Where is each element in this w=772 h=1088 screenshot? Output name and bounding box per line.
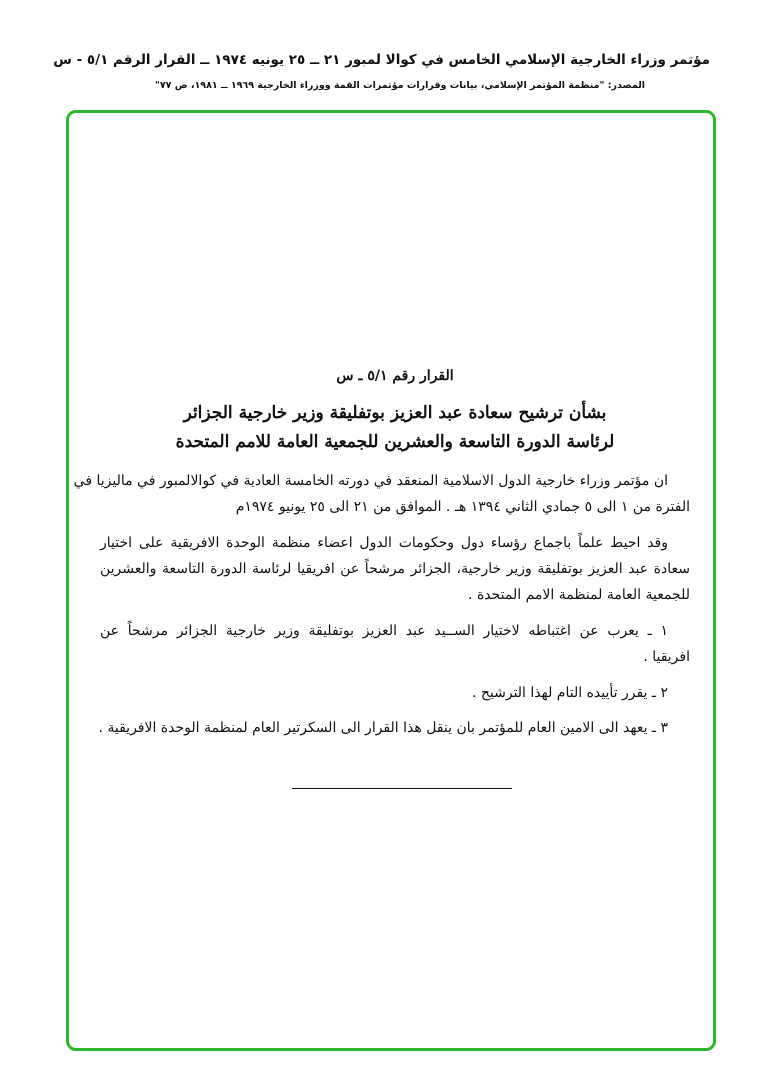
- clause-3: ٣ ـ يعهد الى الامين العام للمؤتمر بان ينقل هذا القرار الى السكرتير العام لمنظمة الوحدة الافريقية .: [98, 720, 668, 736]
- preamble-line: ان مؤتمر وزراء خارجية الدول الاسلامية المنعقد في دورته الخامسة العادية في كوالالمبور في ماليزيا في: [73, 473, 668, 489]
- closing-rule: [292, 788, 512, 789]
- preamble-line: سعادة عبد العزيز بوتفليقة وزير خارجية، الجزائر مرشحاً عن افريقيا لرئاسة الدورة التاسعة والعشرين: [100, 561, 690, 577]
- preamble-line: الفترة من ١ الى ٥ جمادي الثاني ١٣٩٤ هـ . الموافق من ٢١ الى ٢٥ يونيو ١٩٧٤م: [235, 499, 690, 515]
- subject-line: بشأن ترشيح سعادة عبد العزيز بوتفليقة وزير خارجية الجزائر: [183, 403, 607, 423]
- preamble-line: وقد احيط علماً باجماع رؤساء دول وحكومات الدول اعضاء منظمة الوحدة الافريقية على اختيار: [100, 535, 668, 551]
- header-title: مؤتمر وزراء الخارجية الإسلامي الخامس في كوالا لمبور ٢١ ــ ٢٥ يونيه ١٩٧٤ ــ القرار الرقم ٥/١ - س: [53, 52, 710, 68]
- green-frame: [66, 110, 716, 1051]
- preamble-line: للجمعية العامة لمنظمة الامم المتحدة .: [468, 587, 690, 603]
- clause-1-line: افريقيا .: [643, 649, 690, 665]
- clause-2: ٢ ـ يقرر تأييده التام لهذا الترشيح .: [471, 685, 668, 701]
- resolution-number: القرار رقم ٥/١ ـ س: [336, 368, 454, 384]
- header-source: المصدر: "منظمة المؤتمر الإسلامي، بيانات وقرارات مؤتمرات القمة ووزراء الخارجية ١٩٦٩ ــ ١٩٨١، ص ٧٧": [154, 80, 646, 91]
- clause-1-line: ١ ـ يعرب عن اغتباطه لاختيار الســيد عبد العزيز بوتفليقة وزير خارجية الجزائر مرشحاً عن: [100, 623, 668, 639]
- subject-line: لرئاسة الدورة التاسعة والعشرين للجمعية العامة للامم المتحدة: [175, 432, 615, 452]
